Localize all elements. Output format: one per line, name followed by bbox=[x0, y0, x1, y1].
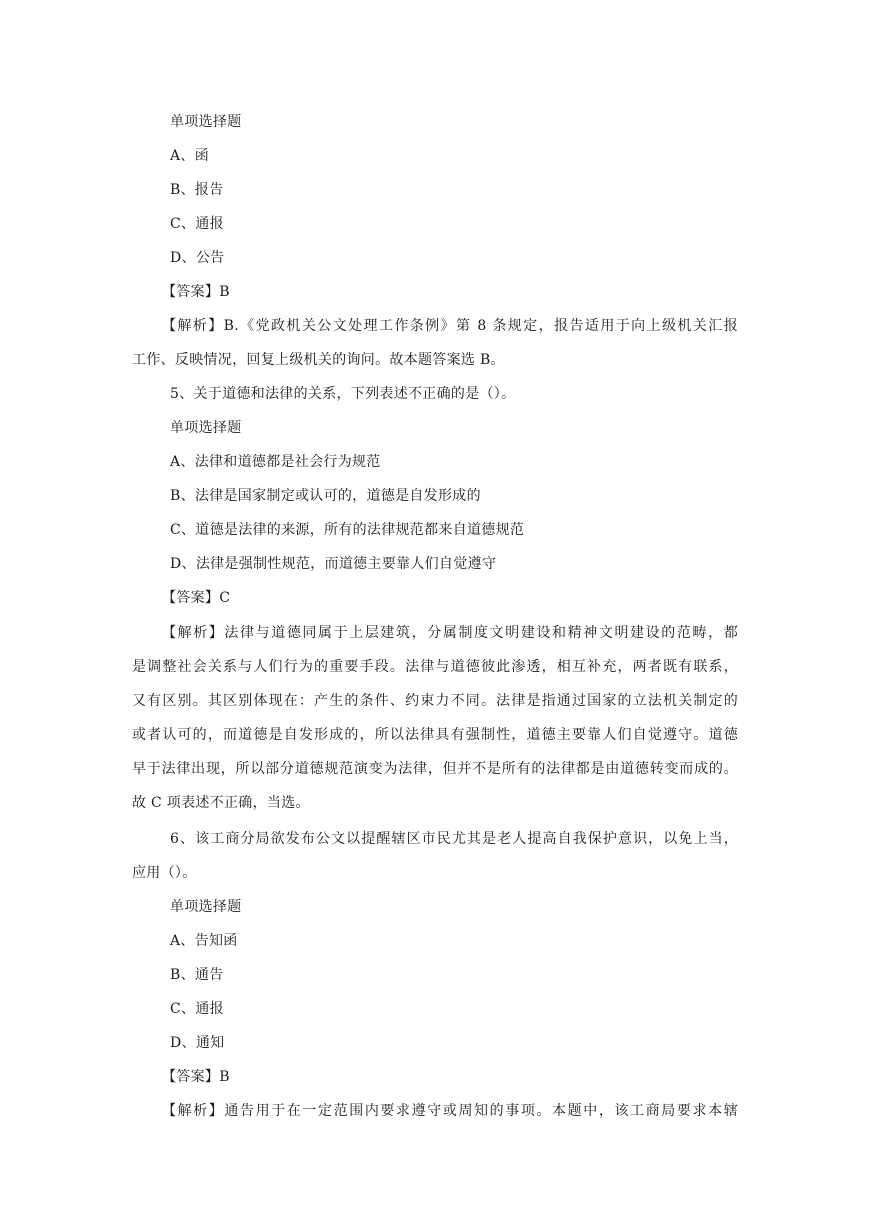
q4-answer: 【答案】B bbox=[162, 284, 230, 300]
q5-option-d: D、法律是强制性规范，而道德主要靠人们自觉遵守 bbox=[170, 556, 497, 572]
q5-analysis-line-6: 故 C 项表述不正确，当选。 bbox=[132, 795, 310, 811]
q5-analysis-line-4: 或者认可的，而道德是自发形成的，所以法律具有强制性，道德主要靠人们自觉遵守。道德 bbox=[132, 727, 738, 743]
q4-analysis-line-1: 【解析】B.《党政机关公文处理工作条例》第 8 条规定，报告适用于向上级机关汇报 bbox=[162, 318, 738, 334]
q5-option-b: B、法律是国家制定或认可的，道德是自发形成的 bbox=[170, 488, 481, 504]
q6-option-d: D、通知 bbox=[170, 1035, 225, 1051]
q5-type: 单项选择题 bbox=[170, 420, 242, 436]
q6-answer: 【答案】B bbox=[162, 1069, 230, 1085]
q5-analysis-line-2: 是调整社会关系与人们行为的重要手段。法律与道德彼此渗透，相互补充，两者既有联系， bbox=[132, 659, 738, 675]
q5-analysis-line-5: 早于法律出现，所以部分道德规范演变为法律，但并不是所有的法律都是由道德转变而成的。 bbox=[132, 761, 738, 777]
q6-option-a: A、告知函 bbox=[170, 933, 238, 949]
q6-analysis-line-1: 【解析】通告用于在一定范围内要求遵守或周知的事项。本题中，该工商局要求本辖 bbox=[162, 1103, 738, 1119]
q6-question-line-2: 应用（）。 bbox=[132, 865, 197, 881]
q4-option-b: B、报告 bbox=[170, 182, 224, 198]
q4-type: 单项选择题 bbox=[170, 114, 242, 130]
q5-analysis-line-3: 又有区别。其区别体现在：产生的条件、约束力不同。法律是指通过国家的立法机关制定的 bbox=[132, 693, 738, 709]
q4-option-c: C、通报 bbox=[170, 216, 224, 232]
q4-option-d: D、公告 bbox=[170, 250, 225, 266]
q6-type: 单项选择题 bbox=[170, 899, 242, 915]
q6-option-b: B、通告 bbox=[170, 967, 224, 983]
q5-analysis-line-1: 【解析】法律与道德同属于上层建筑，分属制度文明建设和精神文明建设的范畴，都 bbox=[162, 625, 738, 641]
q5-answer: 【答案】C bbox=[162, 590, 231, 606]
q6-option-c: C、通报 bbox=[170, 1001, 224, 1017]
q6-question-line-1: 6、该工商分局欲发布公文以提醒辖区市民尤其是老人提高自我保护意识，以免上当， bbox=[170, 831, 738, 847]
q5-option-a: A、法律和道德都是社会行为规范 bbox=[170, 454, 381, 470]
q4-option-a: A、函 bbox=[170, 148, 210, 164]
q5-option-c: C、道德是法律的来源，所有的法律规范都来自道德规范 bbox=[170, 522, 525, 538]
q5-question: 5、关于道德和法律的关系，下列表述不正确的是（）。 bbox=[170, 386, 516, 402]
q4-analysis-line-2: 工作、反映情况，回复上级机关的询问。故本题答案选 B。 bbox=[132, 352, 505, 368]
